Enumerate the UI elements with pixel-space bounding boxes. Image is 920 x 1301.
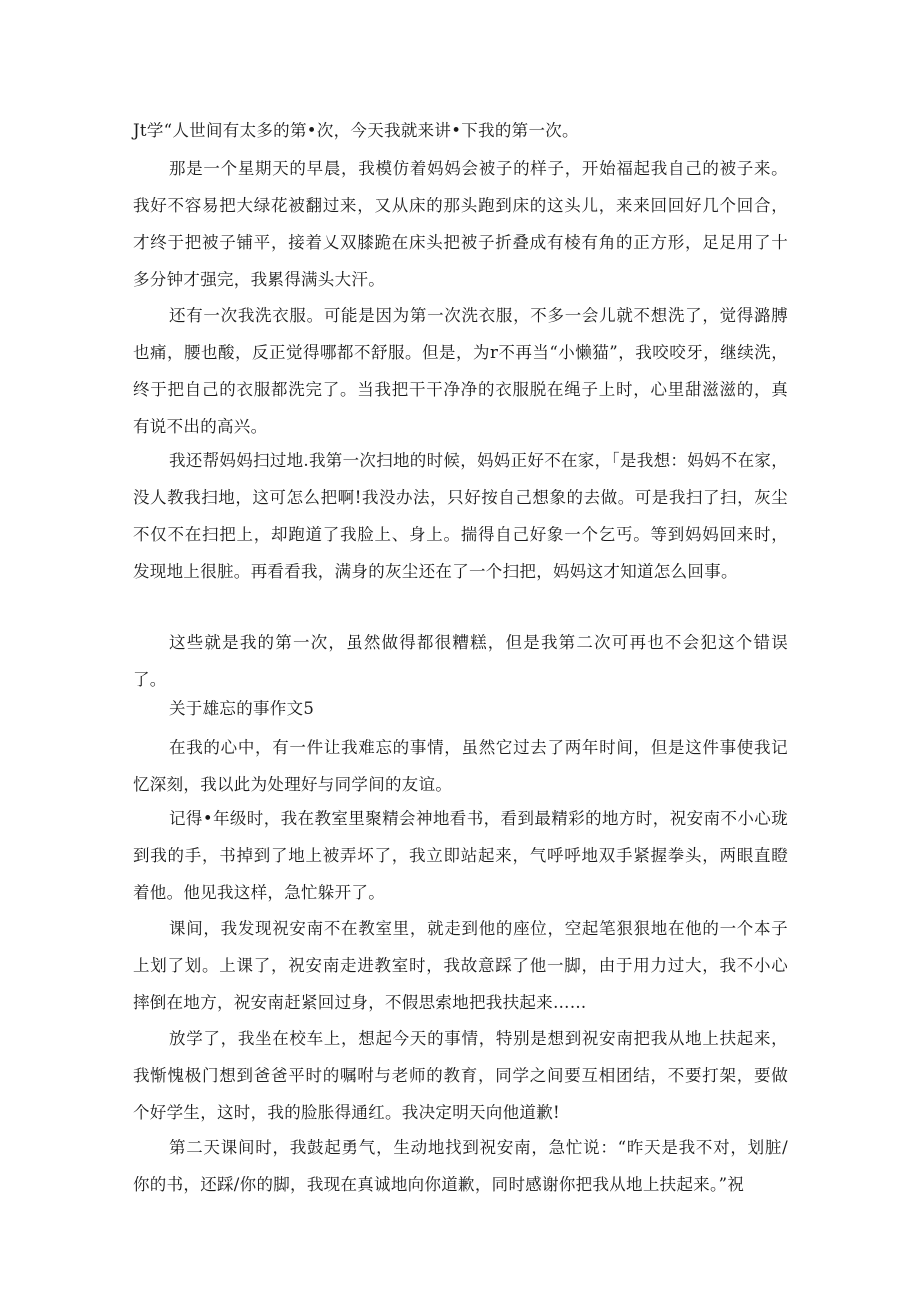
paragraph-recess: 课间，我发现祝安南不在教室里，就走到他的座位，空起笔狠狠地在他的一个本子上划了划。上课了，祝安南走进教室时，我故意踩了他一脚，由于用力过大，我不小心摔倒在地方，祝安南赶紧回过身，不假思索地把我扶起来……: [133, 919, 788, 1012]
paragraph-sweep-floor: 我还帮妈妈扫过地.我第一次扫地的时候，妈妈正好不在家，「是我想：妈妈不在家，没人教我扫地，这可怎么把啊!我没办法，只好按自己想象的去做。可是我扫了扫，灰尘不仅不在扫把上，却跑道了我脸上、身上。揣得自己好象一个乞丐。等到妈妈回来时，发现地上很脏。再看看我，满身的灰尘还在了一个扫把，妈妈这才知道怎么回事。: [133, 451, 788, 581]
paragraph-memorable: 在我的心中，有一件让我难忘的事情，虽然它过去了两年时间，但是这件事使我记忆深刻，我以此为处理好与同学间的友谊。: [133, 738, 788, 794]
paragraph-wash-clothes: 还有一次我洗衣服。可能是因为第一次洗衣服，不多一会儿就不想洗了，觉得潞膊也痛，腰也酸，反正觉得哪都不舒服。但是，为r不再当“小懒猫”，我咬咬牙，继续洗，终于把自己的衣服都洗完了。当我把干干净净的衣服脱在绳子上时，心里甜滋滋的，真有说不出的高兴。: [133, 306, 788, 436]
paragraph-conclusion: 这些就是我的第一次，虽然做得都很糟糕，但是我第二次可再也不会犯这个错误了。: [133, 633, 788, 689]
paragraph-after-school: 放学了，我坐在校车上，想起今天的事情，特别是想到祝安南把我从地上扶起来，我惭愧极门想到爸爸平时的嘱咐与老师的教育，同学之间要互相团结，不要打架，要做个好学生，这时，我的脸胀得通红。我决定明天向他道歉!: [133, 1029, 788, 1122]
paragraph-next-day: 第二天课间时，我鼓起勇气，生动地找到祝安南，急忙说：“昨天是我不对，划脏/你的书，还踩/你的脚，我现在真诚地向你道歉，同时感谢你把我从地上扶起来。”祝: [133, 1138, 788, 1194]
paragraph-fold-quilt: 那是一个星期天的早晨，我模仿着妈妈会被子的样子，开始福起我自己的被子来。我好不容易把大绿花被翻过来，又从床的那头跑到床的这头儿，来来回回好几个回合，才终于把被子铺平，接着乂双膝跪在床头把被子折叠成有棱有角的正方形，足足用了十多分钟才强完，我累得满头大汗。: [133, 159, 788, 289]
essay-heading: 关于雄忘的事作文5: [169, 699, 315, 718]
paragraph-first-grade: 记得•年级时，我在教室里聚精会神地看书，看到最精彩的地方时，祝安南不小心珑到我的手，书掉到了地上被弄坏了，我立即站起来，气呼呼地双手紧握拳头，两眼直瞪着他。他见我这样，急忙躲开了。: [133, 809, 788, 902]
paragraph-intro: Jt学“人世间有太多的第•次，今天我就来讲•下我的第一次。: [133, 121, 579, 140]
